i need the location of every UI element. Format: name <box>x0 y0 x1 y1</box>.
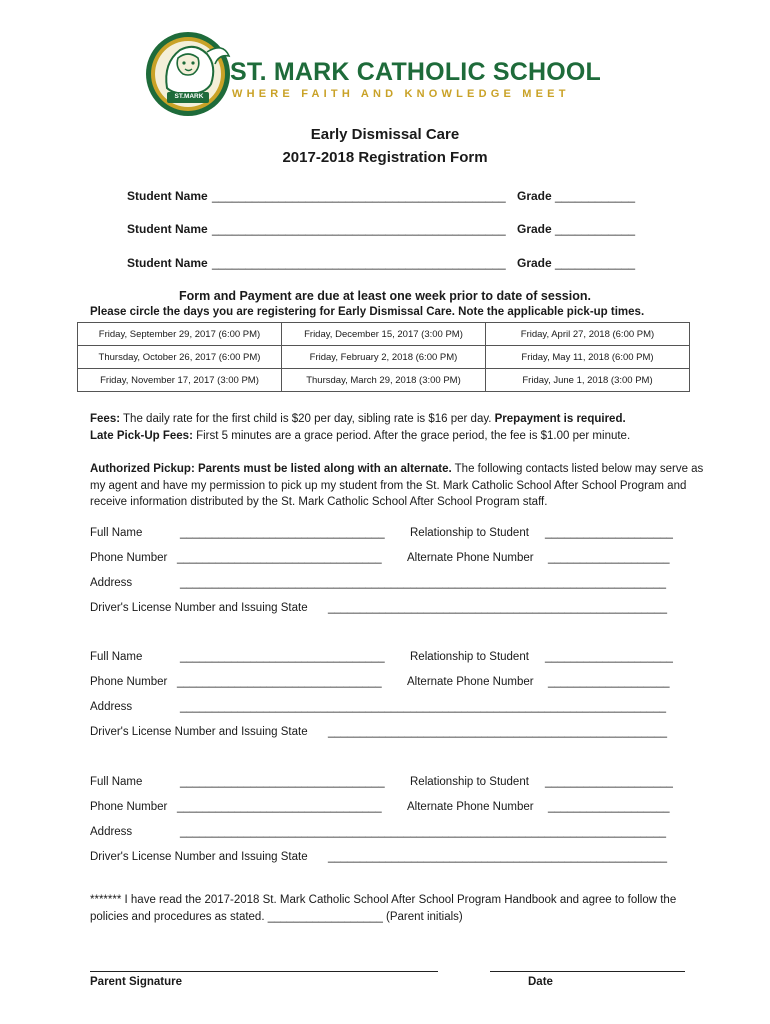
late-fees-label: Late Pick-Up Fees: <box>90 429 193 442</box>
license-field[interactable]: _____________________________________________________ <box>328 602 667 614</box>
date-cell[interactable]: Friday, June 1, 2018 (3:00 PM) <box>486 369 690 392</box>
date-line[interactable] <box>490 971 685 972</box>
student-name-field[interactable]: ____________________________________________ <box>212 189 506 203</box>
address-field[interactable]: ____________________________________________________________________________ <box>180 701 667 713</box>
alt-phone-label: Alternate Phone Number <box>407 676 534 688</box>
relationship-label: Relationship to Student <box>410 776 529 788</box>
student-name-label: Student Name <box>127 222 208 236</box>
dates-table <box>77 322 690 392</box>
alt-phone-field[interactable]: ___________________ <box>548 801 670 813</box>
phone-label: Phone Number <box>90 676 168 688</box>
relationship-field[interactable]: ____________________ <box>545 527 673 539</box>
address-label: Address <box>90 826 133 838</box>
date-cell[interactable]: Friday, April 27, 2018 (6:00 PM) <box>486 323 690 346</box>
date-cell[interactable]: Thursday, March 29, 2018 (3:00 PM) <box>282 369 486 392</box>
relationship-label: Relationship to Student <box>410 651 529 663</box>
student-name-field[interactable]: ____________________________________________ <box>212 256 506 270</box>
prepay-notice: Prepayment is required. <box>494 413 626 425</box>
license-label: Driver's License Number and Issuing State <box>90 602 308 614</box>
phone-field[interactable]: ________________________________ <box>177 552 382 564</box>
relationship-field[interactable]: ____________________ <box>545 776 673 788</box>
alt-phone-field[interactable]: ___________________ <box>548 676 670 688</box>
address-field[interactable]: ____________________________________________________________________________ <box>180 826 667 838</box>
school-motto: WHERE FAITH AND KNOWLEDGE MEET <box>232 88 570 100</box>
grade-field[interactable]: ____________ <box>555 222 636 236</box>
date-cell[interactable]: Friday, November 17, 2017 (3:00 PM) <box>78 369 282 392</box>
full-name-field[interactable]: ________________________________ <box>180 527 385 539</box>
full-name-label: Full Name <box>90 527 143 539</box>
table-row <box>78 369 690 392</box>
relationship-label: Relationship to Student <box>410 527 529 539</box>
phone-label: Phone Number <box>90 801 168 813</box>
form-title: Early Dismissal Care <box>310 126 460 143</box>
due-notice: Form and Payment are due at least one week prior to date of session. <box>179 289 591 303</box>
grade-field[interactable]: ____________ <box>555 189 636 203</box>
license-label: Driver's License Number and Issuing State <box>90 851 308 863</box>
parent-signature-line[interactable] <box>90 971 438 972</box>
late-fees-text: First 5 minutes are a grace period. After the grace period, the fee is $1.00 per minute. <box>192 429 631 442</box>
circle-instructions: Please circle the days you are registering for Early Dismissal Care. Note the applicable pick-up times. <box>90 306 645 318</box>
grade-label: Grade <box>517 222 552 236</box>
relationship-field[interactable]: ____________________ <box>545 651 673 663</box>
license-label: Driver's License Number and Issuing State <box>90 726 308 738</box>
full-name-field[interactable]: ________________________________ <box>180 776 385 788</box>
authorized-text: The following contacts listed below may serve as my agent and have my permission to pick up my student from the St. Mark Catholic School After School Program and receive information distributed by the St. Mark Catholic School After School Program staff. <box>90 463 704 508</box>
contact-block-2 <box>0 651 770 751</box>
date-cell[interactable]: Thursday, October 26, 2017 (6:00 PM) <box>78 346 282 369</box>
phone-field[interactable]: ________________________________ <box>177 801 382 813</box>
table-row <box>78 346 690 369</box>
address-label: Address <box>90 701 133 713</box>
grade-label: Grade <box>517 256 552 270</box>
license-field[interactable]: _____________________________________________________ <box>328 851 667 863</box>
parent-signature-label: Parent Signature <box>90 976 183 988</box>
authorized-label: Authorized Pickup: Parents must be listed along with an alternate. <box>90 463 452 475</box>
lion-seal-icon <box>145 28 235 120</box>
seal-label: ST.MARK <box>174 93 204 100</box>
license-field[interactable]: _____________________________________________________ <box>328 726 667 738</box>
student-name-label: Student Name <box>127 189 208 203</box>
full-name-field[interactable]: ________________________________ <box>180 651 385 663</box>
table-row <box>78 323 690 346</box>
alt-phone-field[interactable]: ___________________ <box>548 552 670 564</box>
fees-text: The daily rate for the first child is $20 per day, sibling rate is $16 per day. <box>120 413 495 425</box>
contact-block-3 <box>0 776 770 876</box>
address-label: Address <box>90 577 133 589</box>
address-field[interactable]: ____________________________________________________________________________ <box>180 577 667 589</box>
authorized-paragraph <box>90 461 710 511</box>
alt-phone-label: Alternate Phone Number <box>407 552 534 564</box>
contact-block-1 <box>0 527 770 627</box>
date-cell[interactable]: Friday, September 29, 2017 (6:00 PM) <box>78 323 282 346</box>
date-cell[interactable]: Friday, May 11, 2018 (6:00 PM) <box>486 346 690 369</box>
full-name-label: Full Name <box>90 651 143 663</box>
handbook-agreement: ******* I have read the 2017-2018 St. Mark Catholic School After School Program Handbook and agree to follow the policies and procedures as stated. __________________ (Parent initials) <box>90 894 677 923</box>
phone-label: Phone Number <box>90 552 168 564</box>
fees-paragraph <box>90 411 710 444</box>
student-name-label: Student Name <box>127 256 208 270</box>
date-cell[interactable]: Friday, February 2, 2018 (6:00 PM) <box>282 346 486 369</box>
school-name: ST. MARK CATHOLIC SCHOOL <box>230 58 601 86</box>
student-name-field[interactable]: ____________________________________________ <box>212 222 506 236</box>
form-subtitle: 2017-2018 Registration Form <box>282 149 488 166</box>
alt-phone-label: Alternate Phone Number <box>407 801 534 813</box>
date-cell[interactable]: Friday, December 15, 2017 (3:00 PM) <box>282 323 486 346</box>
grade-label: Grade <box>517 189 552 203</box>
fees-label: Fees: <box>90 413 121 425</box>
full-name-label: Full Name <box>90 776 143 788</box>
phone-field[interactable]: ________________________________ <box>177 676 382 688</box>
grade-field[interactable]: ____________ <box>555 256 636 270</box>
date-label: Date <box>528 976 553 988</box>
